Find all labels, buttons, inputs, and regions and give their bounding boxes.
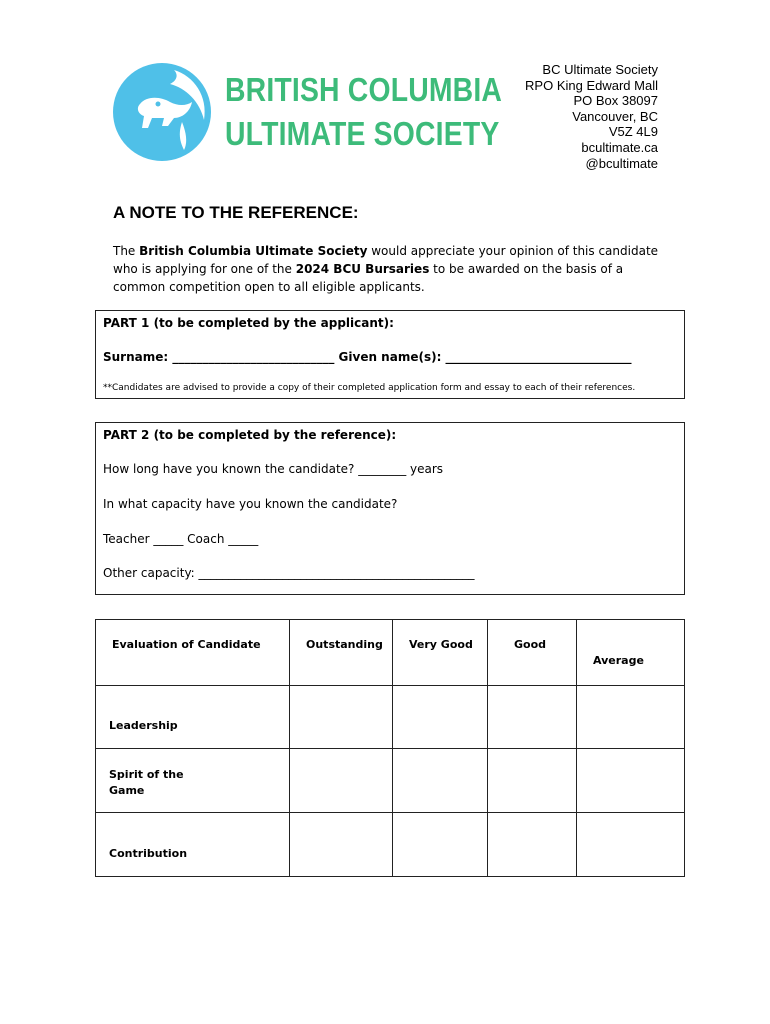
col-header-evaluation: Evaluation of Candidate [112,638,261,651]
row-label-cell [96,813,290,877]
part1-box [95,310,685,399]
address-block [525,62,658,171]
intro-text: The [113,244,140,258]
table-header-cell [393,620,488,686]
intro-text: would appreciate your opinion of this candidate who is applying for one of the [113,244,659,276]
table-header-cell [290,620,393,686]
table-row [96,813,685,877]
table-header-row [96,620,685,686]
table-row [96,686,685,749]
org-name-line2: ULTIMATE SOCIETY [225,115,500,152]
row-label-contribution: Contribution [109,847,188,860]
bcus-logo-icon [112,62,212,162]
rating-cell-contribution-outstanding[interactable] [290,813,393,877]
part2-box [95,422,685,595]
page-title: A NOTE TO THE REFERENCE: [113,203,359,222]
address-line: RPO King Edward Mall [525,77,658,93]
intro-paragraph [113,242,673,296]
intro-text: to be awarded on the basis of a common competition open to all eligible applicants. [113,262,624,294]
teacher-coach-field[interactable]: Teacher _____ Coach _____ [103,532,259,546]
intro-org-name: British Columbia Ultimate Society [139,244,368,258]
rating-cell-contribution-good[interactable] [488,813,577,877]
rating-cell-spirit-outstanding[interactable] [290,749,393,813]
table-header-cell [488,620,577,686]
rating-cell-spirit-average[interactable] [577,749,685,813]
address-line: PO Box 38097 [573,93,658,109]
row-label-cell [96,749,290,813]
evaluation-table [95,619,685,877]
address-line: Vancouver, BC [572,108,658,124]
years-known-field[interactable]: How long have you known the candidate? ________ years [103,462,444,476]
table-row [96,749,685,813]
surname-given-name-field[interactable]: Surname: ___________________________ Given name(s): _______________________________ [103,350,632,364]
row-label-cell [96,686,290,749]
rating-cell-leadership-very-good[interactable] [393,686,488,749]
rating-cell-leadership-average[interactable] [577,686,685,749]
social-handle: @bcultimate [585,155,658,171]
rating-cell-spirit-very-good[interactable] [393,749,488,813]
rating-cell-leadership-outstanding[interactable] [290,686,393,749]
other-capacity-field[interactable]: Other capacity: ______________________________________________ [103,566,475,580]
col-header-outstanding: Outstanding [306,638,383,651]
part1-note: **Candidates are advised to provide a copy of their completed application form and essay to each of their references. [103,383,636,393]
website-link[interactable]: bcultimate.ca [581,139,658,155]
row-label-leadership: Leadership [109,719,178,732]
col-header-very-good: Very Good [409,638,473,651]
rating-cell-leadership-good[interactable] [488,686,577,749]
table-header-cell [96,620,290,686]
intro-bursary-name: 2024 BCU Bursaries [295,262,430,276]
row-label-spirit: Spirit of the Game [109,768,184,797]
org-name-line1: BRITISH COLUMBIA [225,71,503,108]
address-line: V5Z 4L9 [608,124,658,140]
part2-heading: PART 2 (to be completed by the reference): [103,428,397,442]
rating-cell-contribution-average[interactable] [577,813,685,877]
table-header-cell [577,620,685,686]
org-name [225,68,502,156]
rating-cell-contribution-very-good[interactable] [393,813,488,877]
capacity-question: In what capacity have you known the candidate? [103,497,398,511]
address-line: BC Ultimate Society [542,62,658,77]
col-header-good: Good [514,638,547,651]
col-header-average: Average [593,654,644,667]
part1-heading: PART 1 (to be completed by the applicant): [103,316,394,330]
rating-cell-spirit-good[interactable] [488,749,577,813]
